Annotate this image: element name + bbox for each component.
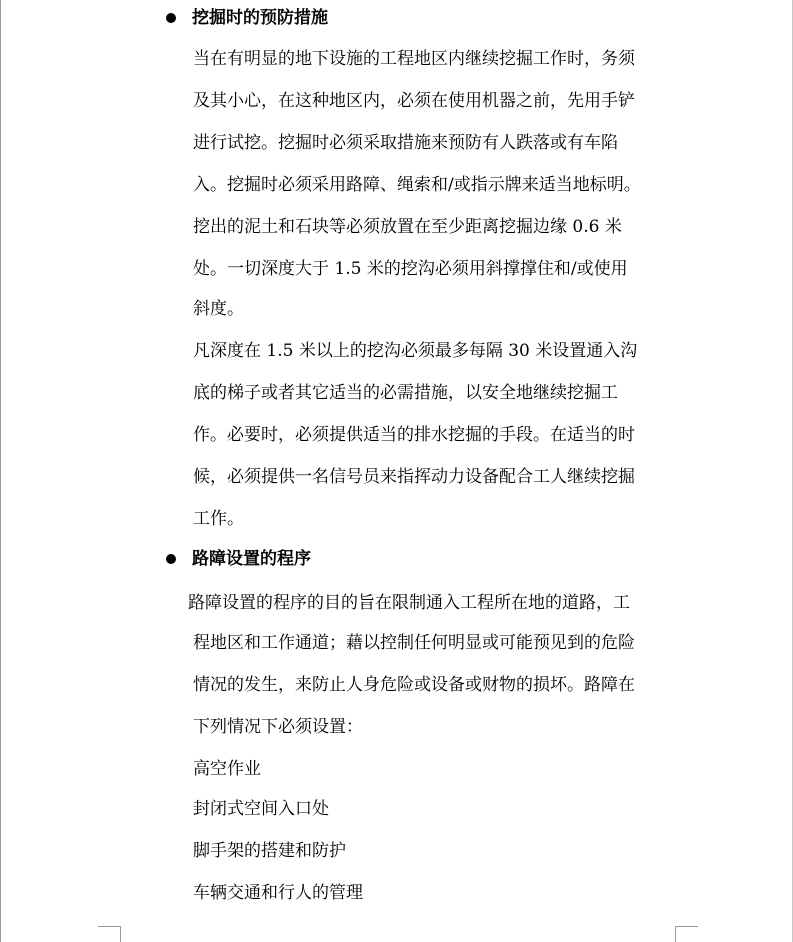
margin-corner-mark-right — [675, 926, 676, 942]
margin-corner-mark-left — [98, 926, 121, 927]
list-item: 脚手架的搭建和防护 — [193, 841, 346, 861]
heading-text: 挖掘时的预防措施 — [192, 8, 328, 28]
list-item: 封闭式空间入口处 — [193, 799, 329, 819]
paragraph-line: 挖出的泥土和石块等必须放置在至少距离挖掘边缘 0.6 米 — [193, 217, 622, 237]
paragraph-line: 底的梯子或者其它适当的必需措施，以安全地继续挖掘工 — [193, 383, 618, 403]
list-item: 高空作业 — [193, 759, 261, 779]
section-heading-excavation-precautions — [162, 7, 328, 29]
paragraph-line: 路障设置的程序的目的旨在限制通入工程所在地的道路，工 — [188, 593, 630, 613]
paragraph-line: 当在有明显的地下设施的工程地区内继续挖掘工作时，务须 — [193, 49, 635, 69]
paragraph-line: 斜度。 — [193, 299, 244, 319]
bullet-icon — [166, 13, 176, 23]
paragraph-line: 情况的发生，来防止人身危险或设备或财物的损坏。路障在 — [193, 675, 635, 695]
paragraph-line: 入。挖掘时必须采用路障、绳索和/或指示牌来适当地标明。 — [193, 175, 641, 195]
paragraph-line: 及其小心，在这种地区内，必须在使用机器之前，先用手铲 — [193, 91, 635, 111]
paragraph-line: 凡深度在 1.5 米以上的挖沟必须最多每隔 30 米设置通入沟 — [193, 341, 638, 361]
paragraph-line: 工作。 — [193, 509, 244, 529]
paragraph-line: 处。一切深度大于 1.5 米的挖沟必须用斜撑撑住和/或使用 — [193, 259, 628, 279]
section-heading-barrier-procedure — [162, 548, 311, 570]
paragraph-line: 程地区和工作通道；藉以控制任何明显或可能预见到的危险 — [193, 633, 635, 653]
margin-corner-mark-right — [675, 926, 698, 927]
paragraph-line: 下列情况下必须设置： — [193, 717, 363, 737]
paragraph-line: 进行试挖。挖掘时必须采取措施来预防有人跌落或有车陷 — [193, 133, 618, 153]
page-left-border — [0, 0, 1, 942]
bullet-icon — [166, 554, 176, 564]
list-item: 车辆交通和行人的管理 — [193, 883, 363, 903]
paragraph-line: 候，必须提供一名信号员来指挥动力设备配合工人继续挖掘 — [193, 467, 635, 487]
paragraph-line: 作。必要时，必须提供适当的排水挖掘的手段。在适当的时 — [193, 425, 635, 445]
heading-text: 路障设置的程序 — [192, 549, 311, 569]
margin-corner-mark-left — [120, 926, 121, 942]
